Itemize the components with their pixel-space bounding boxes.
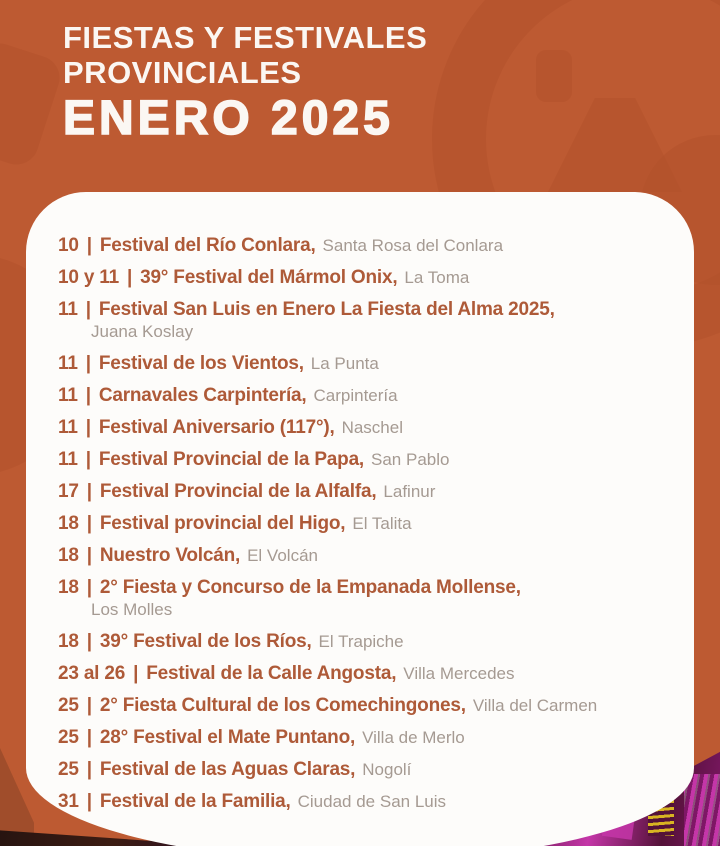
festival-name: 39° Festival del Mármol Onix, [140,267,398,288]
date-separator: | [86,759,92,780]
festival-location: Villa del Carmen [472,696,598,715]
festival-date: 18 [58,577,79,598]
poster-header [63,20,427,145]
festival-card [26,192,694,846]
festival-row [58,631,676,652]
festival-location: Nogolí [362,760,412,779]
festival-row [58,385,676,406]
date-separator: | [86,235,92,256]
festival-row [58,449,676,470]
festival-row [58,235,676,256]
festival-date: 25 [58,695,79,716]
festival-name: Carnavales Carpintería, [98,385,307,406]
festival-row [58,267,676,288]
festival-name: Festival Provincial de la Papa, [98,449,365,470]
festival-date: 25 [58,727,79,748]
festival-date: 18 [58,545,79,566]
festival-date: 31 [58,791,79,812]
festival-list [58,235,676,812]
festival-date: 23 al 26 [58,663,126,684]
festival-location: Villa de Merlo [362,728,465,747]
festival-name: 28° Festival el Mate Puntano, [99,727,356,748]
date-separator: | [86,481,92,502]
festival-date: 11 [58,299,78,320]
festival-date: 11 [58,385,78,406]
festival-row [58,513,676,534]
festival-row [58,577,676,620]
date-separator: | [126,267,133,288]
festival-row [58,353,676,374]
festival-name: Festival del Río Conlara, [99,235,316,256]
festival-date: 11 [58,353,78,374]
festival-location: El Trapiche [318,632,404,651]
festival-location: Carpintería [313,386,398,405]
festival-date: 25 [58,759,79,780]
title-line-2: PROVINCIALES [63,55,302,90]
date-separator: | [86,545,92,566]
festival-location: El Volcán [247,546,318,565]
festival-name: 39° Festival de los Ríos, [99,631,312,652]
festival-location: Ciudad de San Luis [297,792,447,811]
festival-name: Festival de los Vientos, [98,353,304,374]
festival-row [58,481,676,502]
festival-location: Naschel [341,418,403,437]
festival-row [58,417,676,438]
date-separator: | [86,727,92,748]
festival-row [58,727,676,748]
festival-location: La Toma [404,268,470,287]
title-line-1: FIESTAS Y FESTIVALES [63,20,428,55]
festival-row [58,299,676,342]
photo-highlight [684,774,720,846]
festival-date: 18 [58,631,79,652]
date-separator: | [86,577,92,598]
date-separator: | [85,449,91,470]
festival-location: San Pablo [371,450,450,469]
festival-name: Festival provincial del Higo, [99,513,346,534]
festival-name: Festival de la Calle Angosta, [146,663,397,684]
festival-location: Villa Mercedes [403,664,515,683]
title-month-year: ENERO 2025 [63,92,394,145]
festival-date: 11 [58,417,78,438]
festival-name: 2° Fiesta Cultural de los Comechingones, [99,695,466,716]
festival-row [58,759,676,780]
date-separator: | [85,353,91,374]
festival-name: 2° Fiesta y Concurso de la Empanada Mollense, [99,577,521,598]
festival-name: Festival de las Aguas Claras, [99,759,356,780]
date-separator: | [86,631,92,652]
festival-row [58,695,676,716]
date-separator: | [86,695,92,716]
date-separator: | [86,791,92,812]
festival-date: 18 [58,513,79,534]
festival-name: Nuestro Volcán, [99,545,241,566]
festival-location: Juana Koslay [91,322,194,341]
date-separator: | [133,663,139,684]
date-separator: | [85,385,91,406]
festival-name: Festival Aniversario (117°), [98,417,335,438]
festival-name: Festival San Luis en Enero La Fiesta del Alma 2025, [98,299,555,320]
festival-name: Festival de la Familia, [99,791,291,812]
festival-location: Los Molles [91,600,173,619]
festival-location: Lafinur [383,482,436,501]
festival-date: 10 [58,235,79,256]
pattern-square-icon [536,50,572,102]
date-separator: | [85,299,91,320]
date-separator: | [86,513,92,534]
festival-date: 10 y 11 [58,267,119,288]
pattern-rect-icon [0,38,65,170]
festival-date: 17 [58,481,79,502]
festival-location: Santa Rosa del Conlara [322,236,504,255]
date-separator: | [85,417,91,438]
festival-row [58,545,676,566]
festival-row [58,791,676,812]
festival-location: La Punta [310,354,379,373]
festival-name: Festival Provincial de la Alfalfa, [99,481,377,502]
festival-location: El Talita [352,514,412,533]
festival-date: 11 [58,449,78,470]
festival-row [58,663,676,684]
